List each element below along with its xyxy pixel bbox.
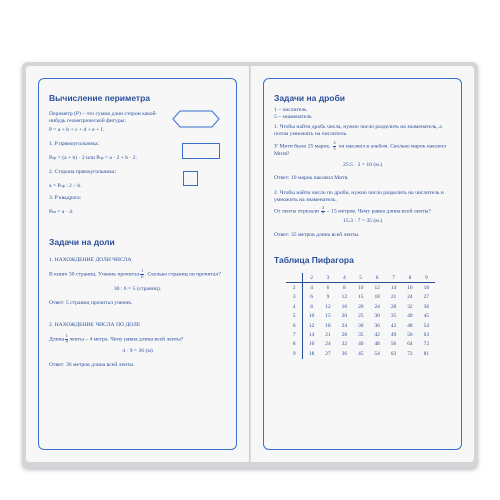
perimeter-title: Вычисление периметра xyxy=(49,93,151,103)
part2-text: Длина $\frac{1}{9}$ ленты – 4 метра. Чему равна длина всей ленты? xyxy=(49,333,184,344)
table-cell: 4 xyxy=(286,302,303,311)
task-two-answer: Ответ: 35 метров длина всей ленты. xyxy=(274,232,360,238)
part2-title: 2. НАХОЖДЕНИЕ ЧИСЛА ПО ДОЛЕ xyxy=(49,322,141,328)
task-two-calc: 15:3 · 7 = 35 (м.) xyxy=(342,218,382,224)
part1-answer: Ответ: 5 страниц прочитал ученик. xyxy=(49,300,133,306)
table-cell: 25 xyxy=(358,313,364,320)
table-cell: 3 xyxy=(320,273,336,283)
pythagoras-title: Таблица Пифагора xyxy=(274,255,354,265)
part1-title: 1. НАХОЖДЕНИЕ ДОЛИ ЧИСЛА xyxy=(49,257,132,263)
side-label: 2. Сторона прямоугольника: xyxy=(49,169,117,175)
table-cell: 8 xyxy=(286,340,303,349)
square-formula: Pкв = a · 4. xyxy=(49,209,74,215)
table-cell: 35 xyxy=(358,332,364,339)
table-cell xyxy=(286,273,303,283)
rect-formula: Pпр = (a + b) · 2 или Pпр = a · 2 + b · 2. xyxy=(49,155,137,161)
table-row xyxy=(286,312,435,321)
table-cell: 48 xyxy=(374,341,380,348)
table-row xyxy=(286,302,435,311)
table-cell: 7 xyxy=(286,330,303,339)
square-figure xyxy=(183,171,198,186)
table-row xyxy=(286,349,435,358)
part1-calc: 30 : 6 = 5 (страниц). xyxy=(113,286,162,292)
pythagoras-table xyxy=(286,273,435,359)
table-cell: 8 xyxy=(343,285,346,292)
task-one-answer: Ответ: 10 марок наклеил Митя. xyxy=(274,175,349,181)
table-cell: 81 xyxy=(423,350,430,357)
table-cell: 54 xyxy=(374,350,380,357)
right-page xyxy=(251,66,474,462)
table-cell: 4 xyxy=(310,285,313,292)
part2-calc: 4 · 9 = 36 (м) xyxy=(122,348,153,354)
table-cell: 4 xyxy=(336,273,352,283)
table-cell: 16 xyxy=(407,285,413,292)
perimeter-definition: Периметр (P) – это сумма длин сторон какой-нибудь геометрической фигуры: xyxy=(49,111,158,124)
part2-answer: Ответ: 36 метров длина всей ленты. xyxy=(49,362,135,368)
table-cell: 56 xyxy=(407,332,413,339)
table-cell: 21 xyxy=(325,332,331,339)
table-row xyxy=(286,330,435,339)
table-cell: 18 xyxy=(308,350,315,357)
table-cell: 36 xyxy=(423,303,430,310)
table-cell: 12 xyxy=(308,322,315,329)
table-cell: 40 xyxy=(407,313,413,320)
table-cell: 36 xyxy=(341,350,348,357)
table-cell: 6 xyxy=(310,294,313,301)
rectangle-figure xyxy=(182,143,220,159)
table-cell: 49 xyxy=(390,332,397,339)
table-cell: 30 xyxy=(374,313,380,320)
table-row xyxy=(286,340,435,349)
table-cell: 6 xyxy=(286,321,303,330)
square-label: 3. P квадрата: xyxy=(49,195,82,201)
table-row xyxy=(286,293,435,302)
table-cell: 8 xyxy=(310,303,313,310)
rule-two: 2. Чтобы найти число по дроби, нужно число разделить на числитель и умножить на знаменатель. xyxy=(274,190,444,203)
table-cell: 18 xyxy=(325,322,331,329)
rule-one: 1. Чтобы найти дробь числа, нужно число разделить на знаменатель, а потом умножить на числитель. xyxy=(274,124,442,137)
table-cell: 12 xyxy=(374,285,380,292)
table-cell: 28 xyxy=(390,303,397,310)
table-cell: 56 xyxy=(390,341,397,348)
table-cell: 20 xyxy=(358,303,364,310)
table-cell: 28 xyxy=(341,332,348,339)
table-cell: 32 xyxy=(407,303,413,310)
table-cell: 24 xyxy=(325,341,331,348)
table-cell: 27 xyxy=(423,294,430,301)
table-cell: 30 xyxy=(358,322,364,329)
table-cell: 15 xyxy=(325,313,331,320)
table-cell: 24 xyxy=(374,303,380,310)
table-cell: 3 xyxy=(286,293,303,302)
perimeter-formula: P = a + b + c + d + e + f. xyxy=(49,127,104,133)
table-cell: 32 xyxy=(341,341,348,348)
right-page-frame xyxy=(263,78,462,450)
table-cell: 63 xyxy=(423,332,430,339)
table-cell: 21 xyxy=(390,294,397,301)
rect-label: 1. P прямоугольника: xyxy=(49,141,100,147)
table-cell: 42 xyxy=(390,322,397,329)
table-cell: 16 xyxy=(341,303,348,310)
table-cell: 9 xyxy=(286,349,303,358)
table-cell: 36 xyxy=(374,322,380,329)
table-cell: 12 xyxy=(341,294,348,301)
table-cell: 40 xyxy=(358,341,364,348)
table-cell: 14 xyxy=(308,332,315,339)
table-cell: 42 xyxy=(374,332,380,339)
fractions-title: Задачи на дроби xyxy=(274,93,345,103)
denominator-note: 5 – знаменатель xyxy=(274,114,312,120)
table-cell: 72 xyxy=(423,341,430,348)
hexagon-shape xyxy=(172,110,220,128)
table-cell: 45 xyxy=(423,313,430,320)
table-cell: 5 xyxy=(353,273,369,283)
table-cell: 7 xyxy=(385,273,401,283)
table-cell: 2 xyxy=(286,283,303,293)
table-cell: 18 xyxy=(423,285,430,292)
table-cell: 10 xyxy=(358,285,364,292)
open-notebook xyxy=(22,62,478,468)
table-cell: 63 xyxy=(390,350,397,357)
table-cell: 15 xyxy=(358,294,364,301)
table-cell: 10 xyxy=(308,313,315,320)
part1-text: В книге 30 страниц. Ученик прочитал $\frac{1}{6}$ . Сколько страниц он прочитал? xyxy=(49,268,221,279)
table-row xyxy=(286,273,435,283)
left-page-frame xyxy=(38,78,237,450)
table-cell: 9 xyxy=(418,273,434,283)
table-cell: 45 xyxy=(358,350,364,357)
table-row xyxy=(286,321,435,330)
table-cell: 5 xyxy=(286,312,303,321)
fractions-share-title: Задачи на доли xyxy=(49,237,115,247)
table-cell: 12 xyxy=(325,303,331,310)
table-cell: 6 xyxy=(326,285,330,292)
table-cell: 54 xyxy=(423,322,430,329)
table-row xyxy=(286,283,435,293)
table-cell: 18 xyxy=(374,294,380,301)
table-cell: 20 xyxy=(341,313,348,320)
task-two: От ленты отрезали $\frac{3}{7}$ – 15 метров. Чему равна длина всей ленты? xyxy=(274,205,431,216)
table-cell: 2 xyxy=(303,273,320,283)
task-one: У Мити было 25 марок. $\frac{2}{5}$ он наклеил в альбом. Сколько марок наклеил Митя? xyxy=(274,140,446,158)
table-cell: 14 xyxy=(390,285,397,292)
numerator-note: 1 – числитель xyxy=(274,107,307,113)
table-cell: 6 xyxy=(369,273,385,283)
table-cell: 24 xyxy=(341,322,348,329)
table-cell: 9 xyxy=(326,294,330,301)
table-cell: 27 xyxy=(325,350,331,357)
side-formula: a = Pпр : 2 – b. xyxy=(49,183,82,189)
table-cell: 72 xyxy=(407,350,413,357)
table-cell: 48 xyxy=(407,322,413,329)
table-cell: 64 xyxy=(407,341,413,348)
table-cell: 24 xyxy=(407,294,413,301)
hexagon-figure xyxy=(172,110,220,133)
left-page xyxy=(26,66,249,462)
table-cell: 16 xyxy=(308,341,315,348)
task-one-calc: 25:5 · 2 = 10 (м.) xyxy=(342,162,382,168)
table-cell: 35 xyxy=(390,313,397,320)
table-cell: 8 xyxy=(402,273,418,283)
